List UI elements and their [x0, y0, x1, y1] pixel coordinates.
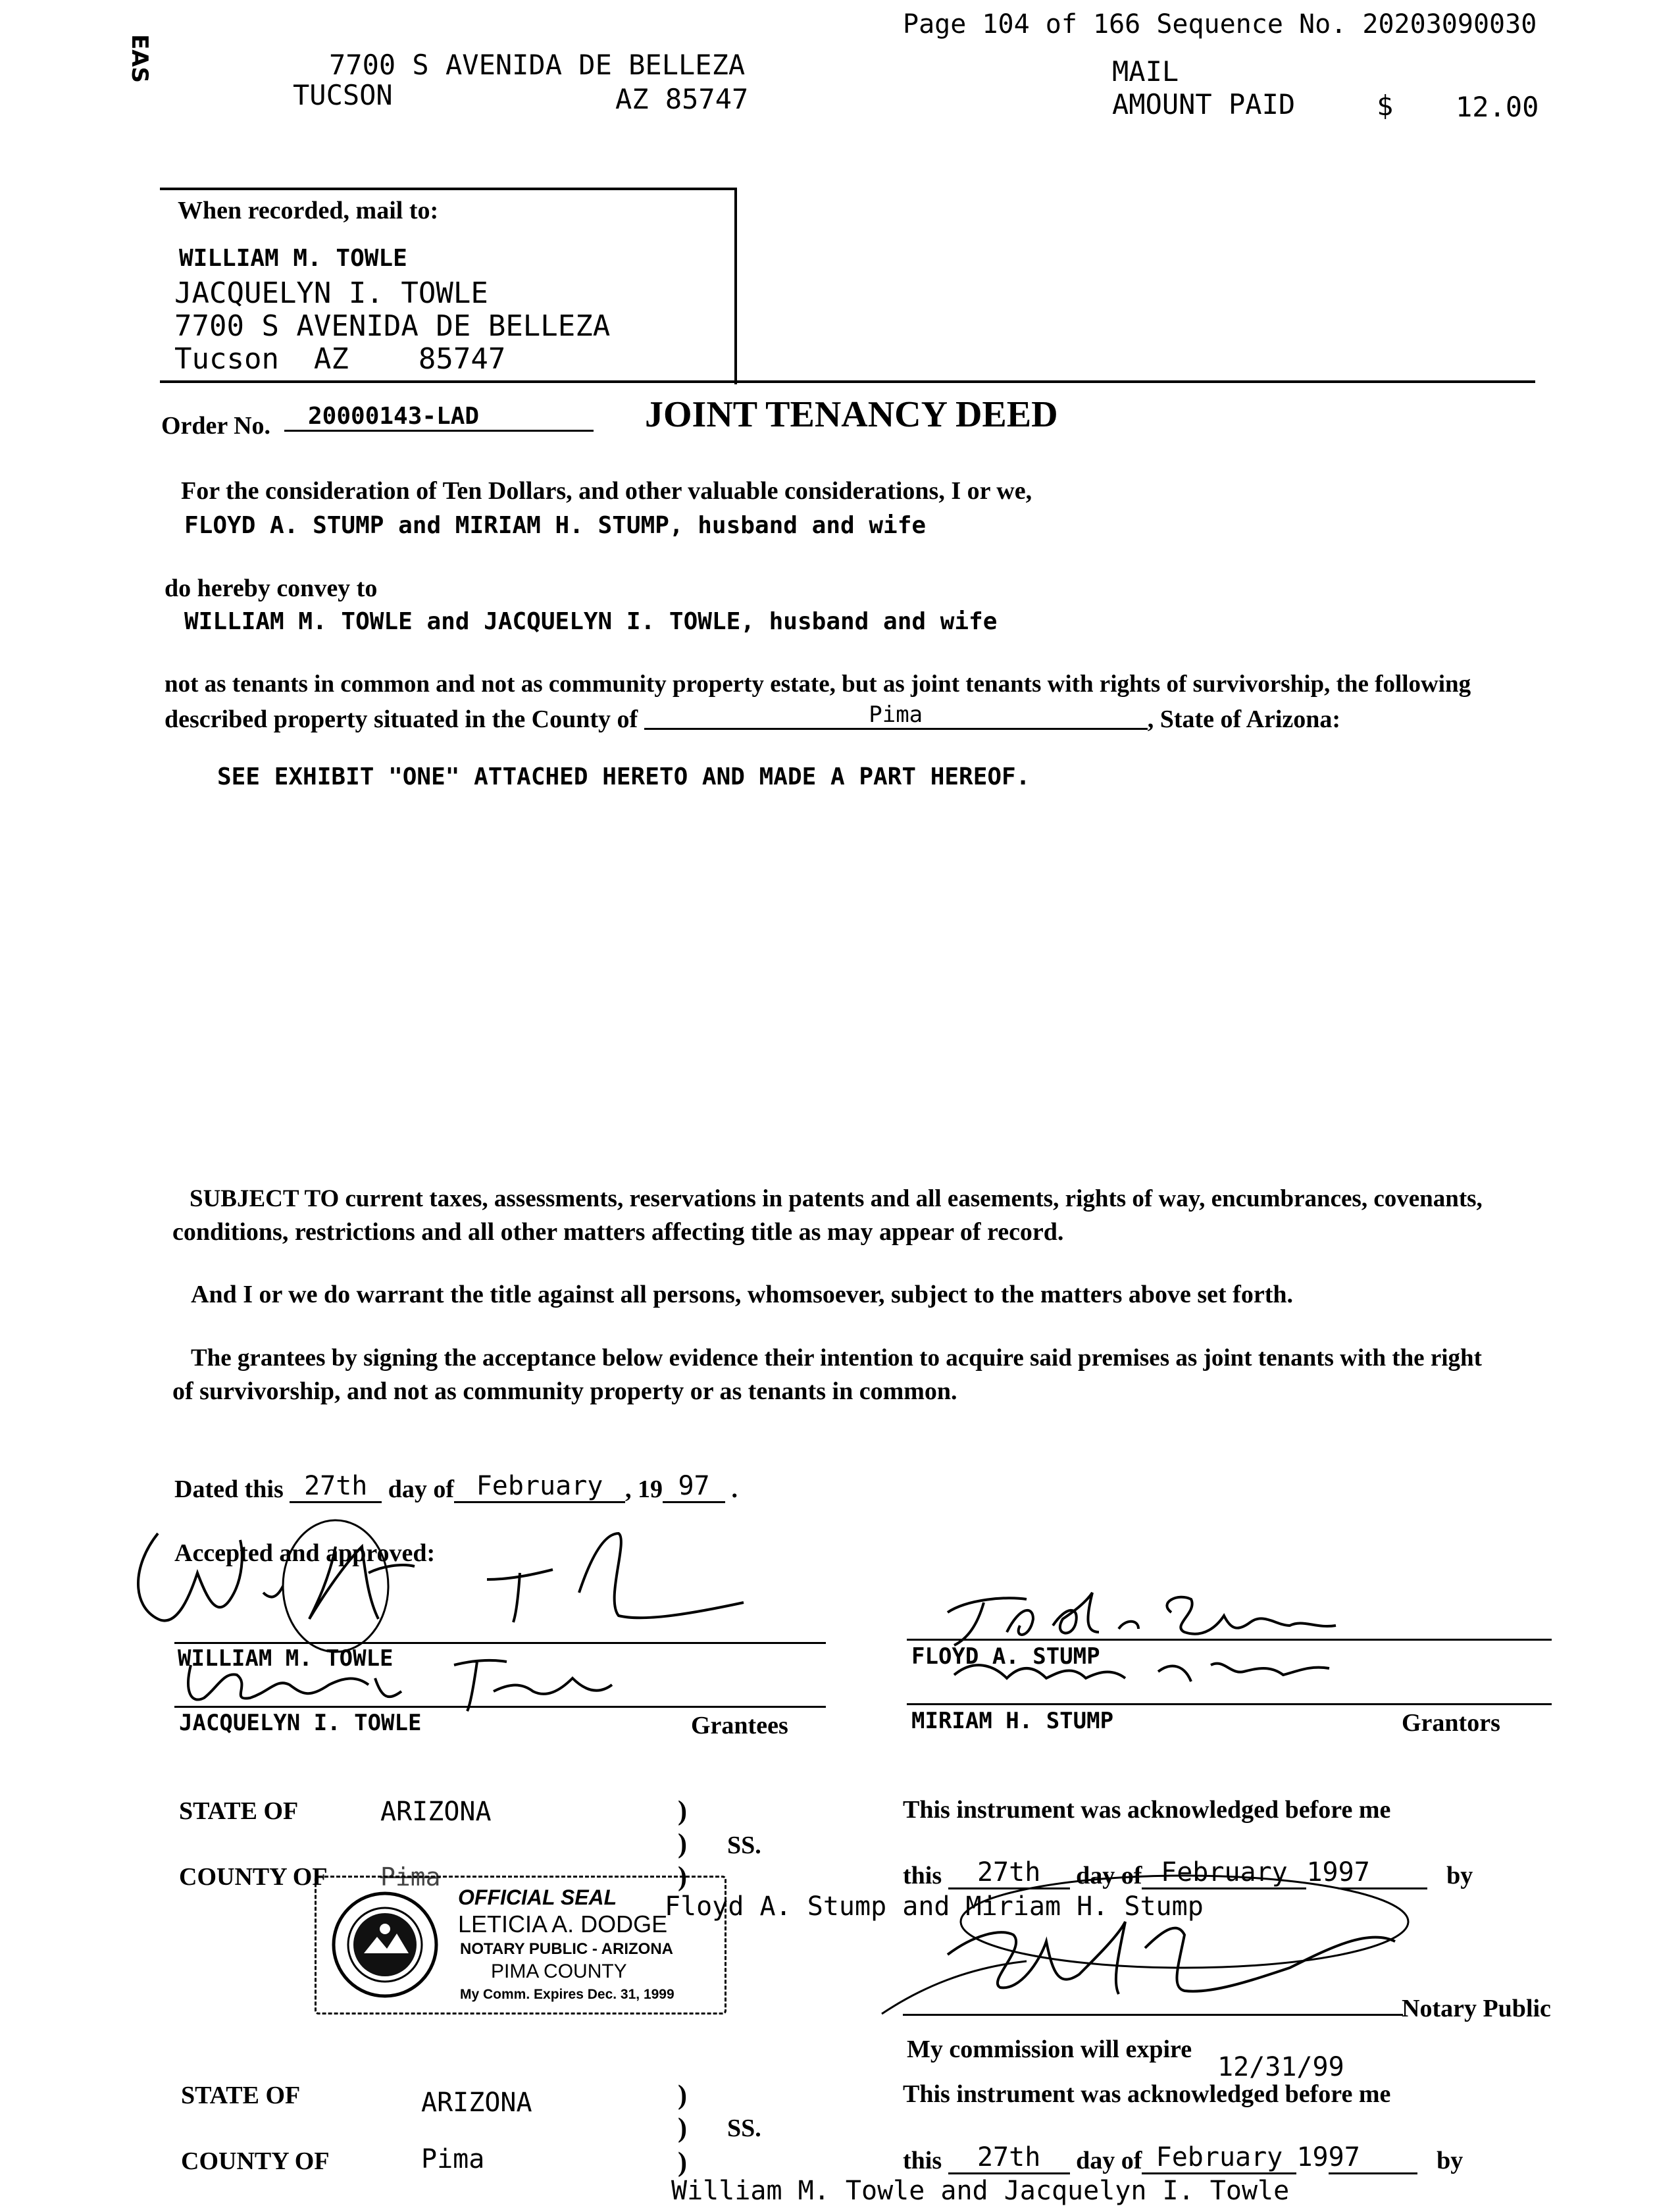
grantors-label: Grantors [1402, 1709, 1500, 1737]
subject-to-line2: conditions, restrictions and all other matters affecting title as may appear of record. [172, 1218, 1064, 1246]
amount-paid-value: 12.00 [1456, 91, 1539, 123]
grantee1-name: WILLIAM M. TOWLE [178, 1645, 394, 1672]
dated-period: . [731, 1475, 738, 1503]
grantors-text: FLOYD A. STUMP and MIRIAM H. STUMP, husband and wife [184, 512, 927, 539]
notary1-by: by [1446, 1862, 1473, 1889]
amount-paid-label: AMOUNT PAID [1112, 88, 1296, 120]
mail-to-label: When recorded, mail to: [178, 197, 439, 224]
notary1-state-label: STATE OF [179, 1797, 299, 1825]
tenancy-line2-post: , State of Arizona: [1147, 705, 1341, 733]
notary2-state: ARIZONA [421, 2088, 532, 2118]
notary2-county: Pima [421, 2144, 485, 2174]
seal-official: OFFICIAL SEAL [458, 1885, 617, 1909]
notary-commission-label: My commission will expire [907, 2036, 1192, 2063]
notary2-by: by [1437, 2147, 1464, 2174]
notary2-date-line [903, 2142, 1463, 2175]
grantees-intent-line2: of survivorship, and not as community property or as tenants in common. [172, 1377, 957, 1405]
notary2-county-label: COUNTY OF [181, 2147, 330, 2175]
grantor2-signature-line [907, 1703, 1552, 1705]
notary1-month: February [1142, 1857, 1306, 1889]
notary2-ss: SS. [727, 2115, 761, 2142]
order-label: Order No. [161, 412, 271, 440]
notary2-day: 27th [948, 2142, 1070, 2174]
seal-name: LETICIA A. DODGE [458, 1911, 668, 1937]
notary1-ss: SS. [727, 1832, 761, 1859]
mail-to-city: Tucson AZ 85747 [174, 342, 506, 376]
notary1-county: Pima [380, 1862, 441, 1891]
notary2-month: February [1142, 2142, 1296, 2174]
dated-month: February [454, 1471, 625, 1503]
notary1-paren-2: ) [678, 1829, 687, 1859]
tenancy-line2 [165, 702, 1340, 734]
notary1-state: ARIZONA [380, 1797, 492, 1827]
notary2-parties: William M. Towle and Jacquelyn I. Towle [671, 2176, 1290, 2206]
return-city: TUCSON [293, 79, 393, 111]
dated-year-prefix: , 19 [625, 1475, 663, 1503]
header-rule [160, 380, 1535, 383]
property-county: Pima [644, 702, 1148, 730]
state-seal-icon [331, 1891, 440, 1999]
return-address-line: 7700 S AVENIDA DE BELLEZA [329, 49, 746, 81]
tenancy-line1: not as tenants in common and not as community property estate, but as joint tenants with rights of survivorship, the following [165, 671, 1471, 698]
currency-symbol: $ [1377, 90, 1394, 122]
grantee2-signature-line [174, 1706, 826, 1708]
grantor2-name: MIRIAM H. STUMP [911, 1708, 1114, 1734]
seal-expires: My Comm. Expires Dec. 31, 1999 [460, 1987, 675, 2002]
notary2-acknowledged: This instrument was acknowledged before me [903, 2080, 1391, 2108]
grantee2-name: JACQUELYN I. TOWLE [179, 1710, 422, 1736]
notary1-day-of: day of [1076, 1862, 1142, 1889]
order-number: 20000143-LAD [284, 403, 594, 432]
mail-to-name1: WILLIAM M. TOWLE [179, 245, 407, 272]
return-state-zip: AZ 85747 [615, 83, 749, 115]
grantees-intent-line1: The grantees by signing the acceptance below evidence their intention to acquire said premises as joint tenants with the right [191, 1345, 1482, 1372]
consideration-text: For the consideration of Ten Dollars, and other valuable considerations, I or we, [181, 477, 1032, 505]
notary2-year-prefix: 19 [1296, 2142, 1329, 2172]
notary1-acknowledged: This instrument was acknowledged before me [903, 1796, 1391, 1824]
notary1-year-prefix: 19 [1306, 1857, 1338, 1887]
side-mark: EAS [126, 34, 153, 84]
subject-to-line1: SUBJECT TO current taxes, assessments, reservations in patents and all easements, rights of way, encumbrances, covenants, [190, 1185, 1483, 1212]
notary2-paren-3: ) [678, 2147, 687, 2178]
notary2-state-label: STATE OF [181, 2082, 301, 2109]
grantor1-signature-line [907, 1639, 1552, 1641]
grantees-label: Grantees [691, 1712, 788, 1739]
grantees-text: WILLIAM M. TOWLE and JACQUELYN I. TOWLE, husband and wife [184, 608, 998, 635]
accepted-label: Accepted and approved: [174, 1539, 436, 1567]
notary1-this: this [903, 1862, 942, 1889]
page-sequence: Page 104 of 166 Sequence No. 20203090030 [903, 9, 1537, 39]
notary1-paren-3: ) [678, 1862, 687, 1892]
notary2-day-of: day of [1076, 2147, 1142, 2174]
exhibit-reference: SEE EXHIBIT "ONE" ATTACHED HERETO AND MADE A PART HEREOF. [217, 763, 1031, 790]
notary-public-label: Notary Public [1402, 1995, 1551, 2022]
notary-signature-line [903, 2014, 1403, 2016]
notary2-year: 97 [1329, 2142, 1417, 2174]
notary2-paren-1: ) [678, 2080, 687, 2111]
mail-to-name2: JACQUELYN I. TOWLE [174, 276, 488, 310]
seal-county: PIMA COUNTY [491, 1961, 627, 1982]
notary1-parties: Floyd A. Stump and Miriam H. Stump [665, 1891, 1204, 1922]
dated-line [174, 1471, 738, 1504]
seal-title: NOTARY PUBLIC - ARIZONA [460, 1940, 673, 1958]
convey-text: do hereby convey to [165, 575, 378, 602]
warranty-text: And I or we do warrant the title against all persons, whomsoever, subject to the matters above set forth. [191, 1281, 1293, 1308]
mail-to-address: 7700 S AVENIDA DE BELLEZA [174, 309, 611, 343]
notary2-this: this [903, 2147, 942, 2174]
notary1-paren-1: ) [678, 1796, 687, 1826]
grantee1-signature-line [174, 1642, 826, 1644]
notary2-paren-2: ) [678, 2113, 687, 2143]
notary1-day: 27th [948, 1857, 1070, 1889]
dated-year: 97 [663, 1471, 725, 1503]
notary-commission-expires: 12/31/99 [1217, 2052, 1344, 2082]
notary1-year: 97 [1338, 1857, 1427, 1889]
notary1-county-label: COUNTY OF [179, 1863, 328, 1891]
dated-label: Dated this [174, 1475, 284, 1503]
tenancy-line2-pre: described property situated in the County of [165, 705, 638, 733]
mail-label: MAIL [1112, 55, 1179, 88]
dated-day-of: day of [388, 1475, 455, 1503]
dated-day: 27th [290, 1471, 382, 1503]
document-title: JOINT TENANCY DEED [645, 394, 1058, 435]
grantor1-name: FLOYD A. STUMP [911, 1643, 1100, 1670]
